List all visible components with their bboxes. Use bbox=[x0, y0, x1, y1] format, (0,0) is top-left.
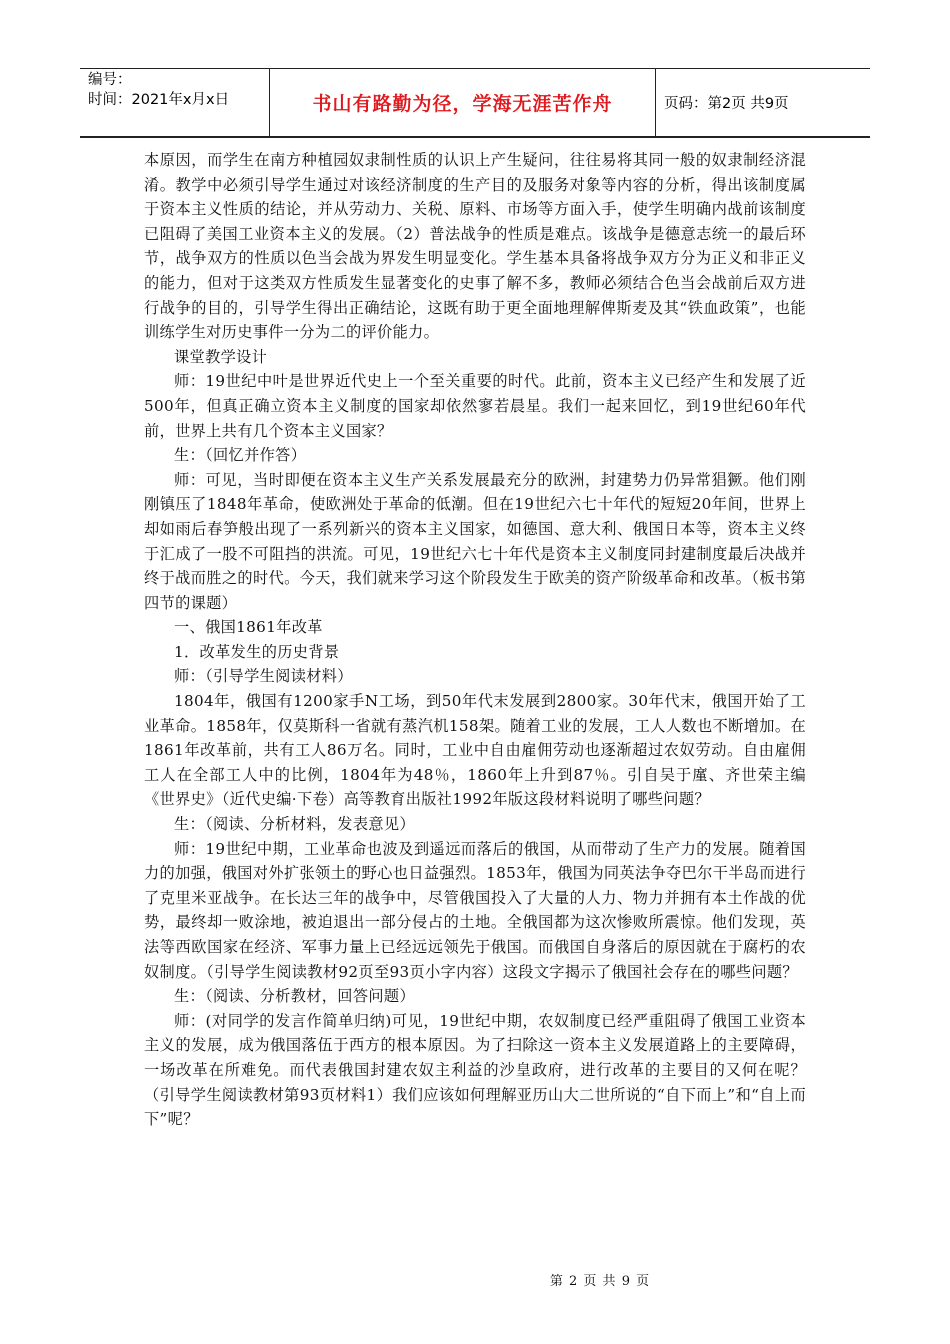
header-date-label: 时间：2021年x月x日 bbox=[88, 92, 230, 108]
page-header bbox=[80, 68, 870, 138]
body-paragraph: 生：（阅读、分析材料，发表意见） bbox=[174, 815, 415, 834]
header-bottom-rule bbox=[80, 136, 870, 138]
page-footer: 第 2 页 共 9 页 bbox=[549, 1274, 651, 1289]
section-heading: 一、俄国1861年改革 bbox=[174, 618, 323, 637]
body-paragraph: 师：19世纪中叶是世界近代史上一个至关重要的时代。此前，资本主义已经产生和发展了近500年，但真正确立资本主义制度的国家却依然寥若晨星。我们一起来回忆，到19世纪60年代前，世界上共有几个资本主义国家？ bbox=[144, 372, 806, 440]
header-page-label: 页码：第2页 共9页 bbox=[664, 96, 789, 112]
header-divider bbox=[655, 68, 656, 136]
body-paragraph: 1804年，俄国有1200家手N工场，到50年代末发展到2800家。30年代末，俄国开始了工业革命。1858年，仅莫斯科一省就有蒸汽机158架。随着工业的发展，工人人数也不断增加。在1861年改革前，共有工人86万名。同时，工业中自由雇佣劳动也逐渐超过农奴劳动。自由雇佣工人在全部工人中的比例，1804年为48％，1860年上升到87％。引自吴于廑、齐世荣主编《世界史》（近代史编·下卷）高等教育出版社1992年版这段材料说明了哪些问题？ bbox=[144, 692, 806, 809]
subsection-heading: 1．改革发生的历史背景 bbox=[174, 642, 340, 661]
body-paragraph: 师：(对同学的发言作简单归纳)可见，19世纪中期，农奴制度已经严重阻碍了俄国工业资本主义的发展，成为俄国落伍于西方的根本原因。为了扫除这一资本主义发展道路上的主要障碍，一场改革在所难免。而代表俄国封建农奴主利益的沙皇政府，进行改革的主要目的又何在呢？（引导学生阅读教材第93页材料1）我们应该如何理解亚历山大二世所说的“自下而上”和“自上而下”呢？ bbox=[144, 1011, 806, 1129]
header-motto: 书山有路勤为径，学海无涯苦作舟 bbox=[312, 93, 613, 115]
header-number-label: 编号： bbox=[88, 72, 132, 88]
document-body bbox=[144, 148, 806, 1132]
section-heading: 课堂教学设计 bbox=[174, 347, 268, 366]
body-paragraph: 师：可见，当时即便在资本主义生产关系发展最充分的欧洲，封建势力仍异常猖獗。他们刚刚镇压了1848年革命，使欧洲处于革命的低潮。但在19世纪六七十年代的短短20年间，世界上却如雨后春笋般出现了一系列新兴的资本主义国家，如德国、意大利、俄国日本等，资本主义终于汇成了一股不可阻挡的洪流。可见，19世纪六七十年代是资本主义制度同封建制度最后决战并终于战而胜之的时代。今天，我们就来学习这个阶段发生于欧美的资产阶级革命和改革。（板书第四节的课题） bbox=[144, 470, 806, 612]
body-paragraph: 生：（阅读、分析教材，回答问题） bbox=[174, 987, 415, 1006]
body-paragraph: 本原因，而学生在南方种植园奴隶制性质的认识上产生疑问，往往易将其同一般的奴隶制经济混淆。教学中必须引导学生通过对该经济制度的生产目的及服务对象等内容的分析，得出该制度属于资本主义性质的结论，并从劳动力、关税、原料、市场等方面入手，使学生明确内战前该制度已阻碍了美国工业资本主义的发展。（2）普法战争的性质是难点。该战争是德意志统一的最后环节，战争双方的性质以色当会战为界发生明显变化。学生基本具备将战争双方分为正义和非正义的能力，但对于这类双方性质发生显著变化的史事了解不多，教师必须结合色当会战前后双方进行战争的目的，引导学生得出正确结论，这既有助于更全面地理解俾斯麦及其“铁血政策”，也能训练学生对历史事件一分为二的评价能力。 bbox=[144, 151, 806, 342]
body-paragraph: 师：19世纪中期，工业革命也波及到遥远而落后的俄国，从而带动了生产力的发展。随着国力的加强，俄国对外扩张领土的野心也日益强烈。1853年，俄国为同英法争夺巴尔干半岛而进行了克里米亚战争。在长达三年的战争中，尽管俄国投入了大量的人力、物力并拥有本土作战的优势，最终却一败涂地，被迫退出一部分侵占的土地。全俄国都为这次惨败所震惊。他们发现，英法等西欧国家在经济、军事力量上已经远远领先于俄国。而俄国自身落后的原因就在于腐朽的农奴制度。（引导学生阅读教材92页至93页小字内容）这段文字揭示了俄国社会存在的哪些问题？ bbox=[144, 839, 806, 981]
body-paragraph: 生：（回忆并作答） bbox=[174, 446, 307, 465]
body-paragraph: 师：（引导学生阅读材料） bbox=[174, 667, 353, 686]
header-top-rule bbox=[80, 68, 870, 69]
header-meta bbox=[88, 70, 229, 110]
